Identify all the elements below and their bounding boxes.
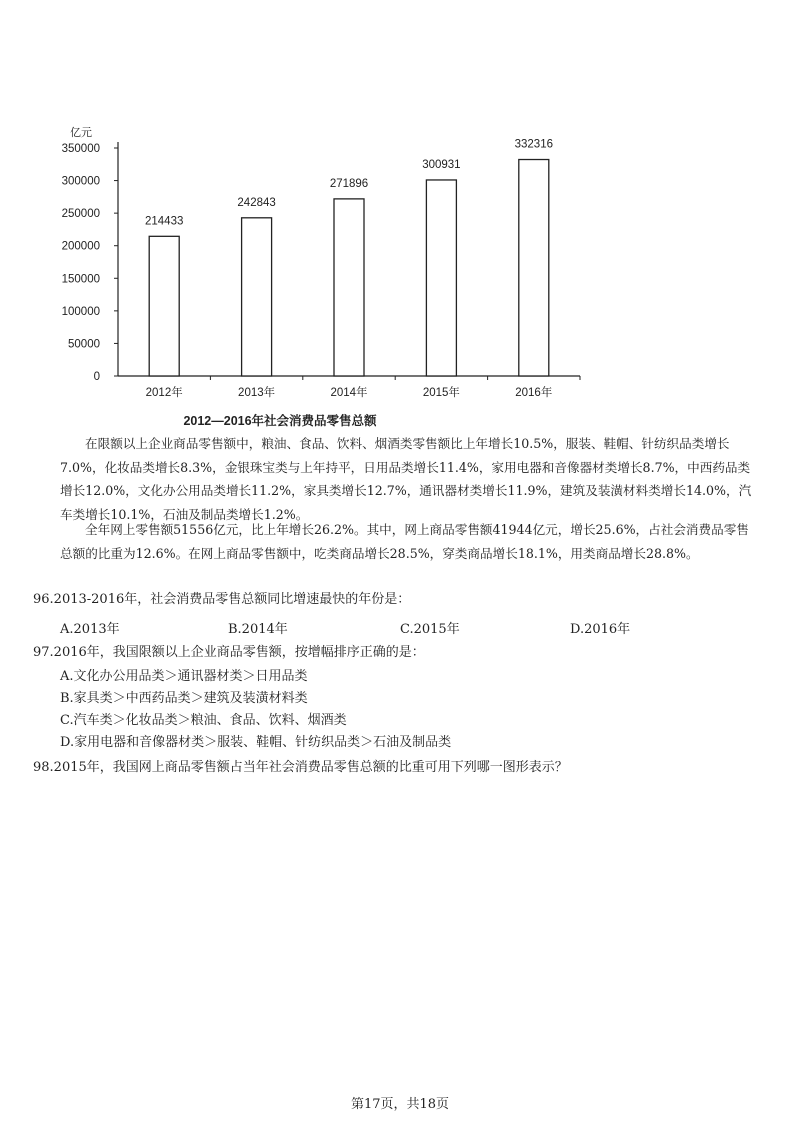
bar [426, 180, 456, 376]
x-category-label: 2014年 [330, 387, 368, 399]
paragraph-online-retail-text: 全年网上零售额51556亿元，比上年增长26.2%。其中，网上商品零售额41944亿元，增长25.6%，占社会消费品零售总额的比重为12.6%。在网上商品零售额中，吃类商品增长28.5%，穿类商品增长18.1%，用类商品增长28.8%。 [60, 522, 749, 561]
paragraph-online-retail [60, 518, 760, 565]
bar [149, 236, 179, 376]
x-category-label: 2012年 [145, 387, 183, 399]
y-tick-label: 300000 [61, 175, 100, 188]
bar-value-label: 300931 [422, 158, 461, 171]
bar-value-label: 332316 [514, 138, 553, 151]
q96-option-c[interactable]: C.2015年 [400, 622, 460, 637]
q97-option-b[interactable]: B.家具类＞中西药品类＞建筑及装潢材料类 [60, 691, 308, 706]
bar [242, 218, 272, 376]
x-category-label: 2013年 [238, 387, 276, 399]
q96-option-d[interactable]: D.2016年 [570, 622, 631, 637]
question-96-stem: 96.2013-2016年，社会消费品零售总额同比增速最快的年份是： [33, 592, 411, 607]
retail-sales-bar-chart [40, 112, 600, 430]
question-97-stem: 97.2016年，我国限额以上企业商品零售额，按增幅排序正确的是： [33, 645, 425, 660]
q96-option-b[interactable]: B.2014年 [228, 622, 288, 637]
q97-option-d[interactable]: D.家用电器和音像器材类＞服装、鞋帽、针纺织品类＞石油及制品类 [60, 735, 452, 750]
y-tick-label: 0 [93, 371, 100, 383]
q96-option-a[interactable]: A.2013年 [60, 622, 120, 637]
bar-value-label: 242843 [237, 196, 276, 209]
bar-value-label: 271896 [329, 177, 369, 190]
chart-title: 2012—2016年社会消费品零售总额 [183, 414, 377, 428]
y-tick-label: 150000 [61, 273, 100, 286]
bar-value-label: 214433 [145, 215, 184, 228]
paragraph-retail-categories-text: 在限额以上企业商品零售额中，粮油、食品、饮料、烟酒类零售额比上年增长10.5%，服装、鞋帽、针纺织品类增长7.0%，化妆品类增长8.3%，金银珠宝类与上年持平，日用品类增长11.4%，家用电器和音像器材类增长8.7%，中西药品类增长12.0%，文化办公用品类增长11.2%，家具类增长12.7%，通讯器材类增长11.9%，建筑及装潢材料类增长14.0%，汽车类增长10.1%，石油及制品类增长1.2%。 [60, 436, 752, 522]
x-category-label: 2015年 [422, 387, 460, 399]
y-tick-label: 100000 [61, 305, 100, 318]
chart-svg [40, 112, 600, 430]
question-96-options [60, 618, 780, 640]
q97-option-c[interactable]: C.汽车类＞化妆品类＞粮油、食品、饮料、烟酒类 [60, 713, 347, 728]
question-98-stem: 98.2015年，我国网上商品零售额占当年社会消费品零售总额的比重可用下列哪一图形表示？ [33, 760, 568, 775]
q97-option-a[interactable]: A.文化办公用品类＞通讯器材类＞日用品类 [60, 669, 308, 684]
bar [519, 160, 549, 376]
paragraph-retail-categories [60, 432, 760, 526]
y-axis-unit-label: 亿元 [70, 127, 92, 139]
page-footer: 第17页，共18页 [350, 1097, 450, 1112]
y-tick-label: 200000 [61, 240, 100, 253]
x-category-label: 2016年 [515, 387, 553, 399]
bar [334, 199, 364, 376]
y-tick-label: 250000 [61, 208, 100, 221]
y-tick-label: 350000 [61, 143, 100, 155]
y-tick-label: 50000 [68, 338, 100, 351]
